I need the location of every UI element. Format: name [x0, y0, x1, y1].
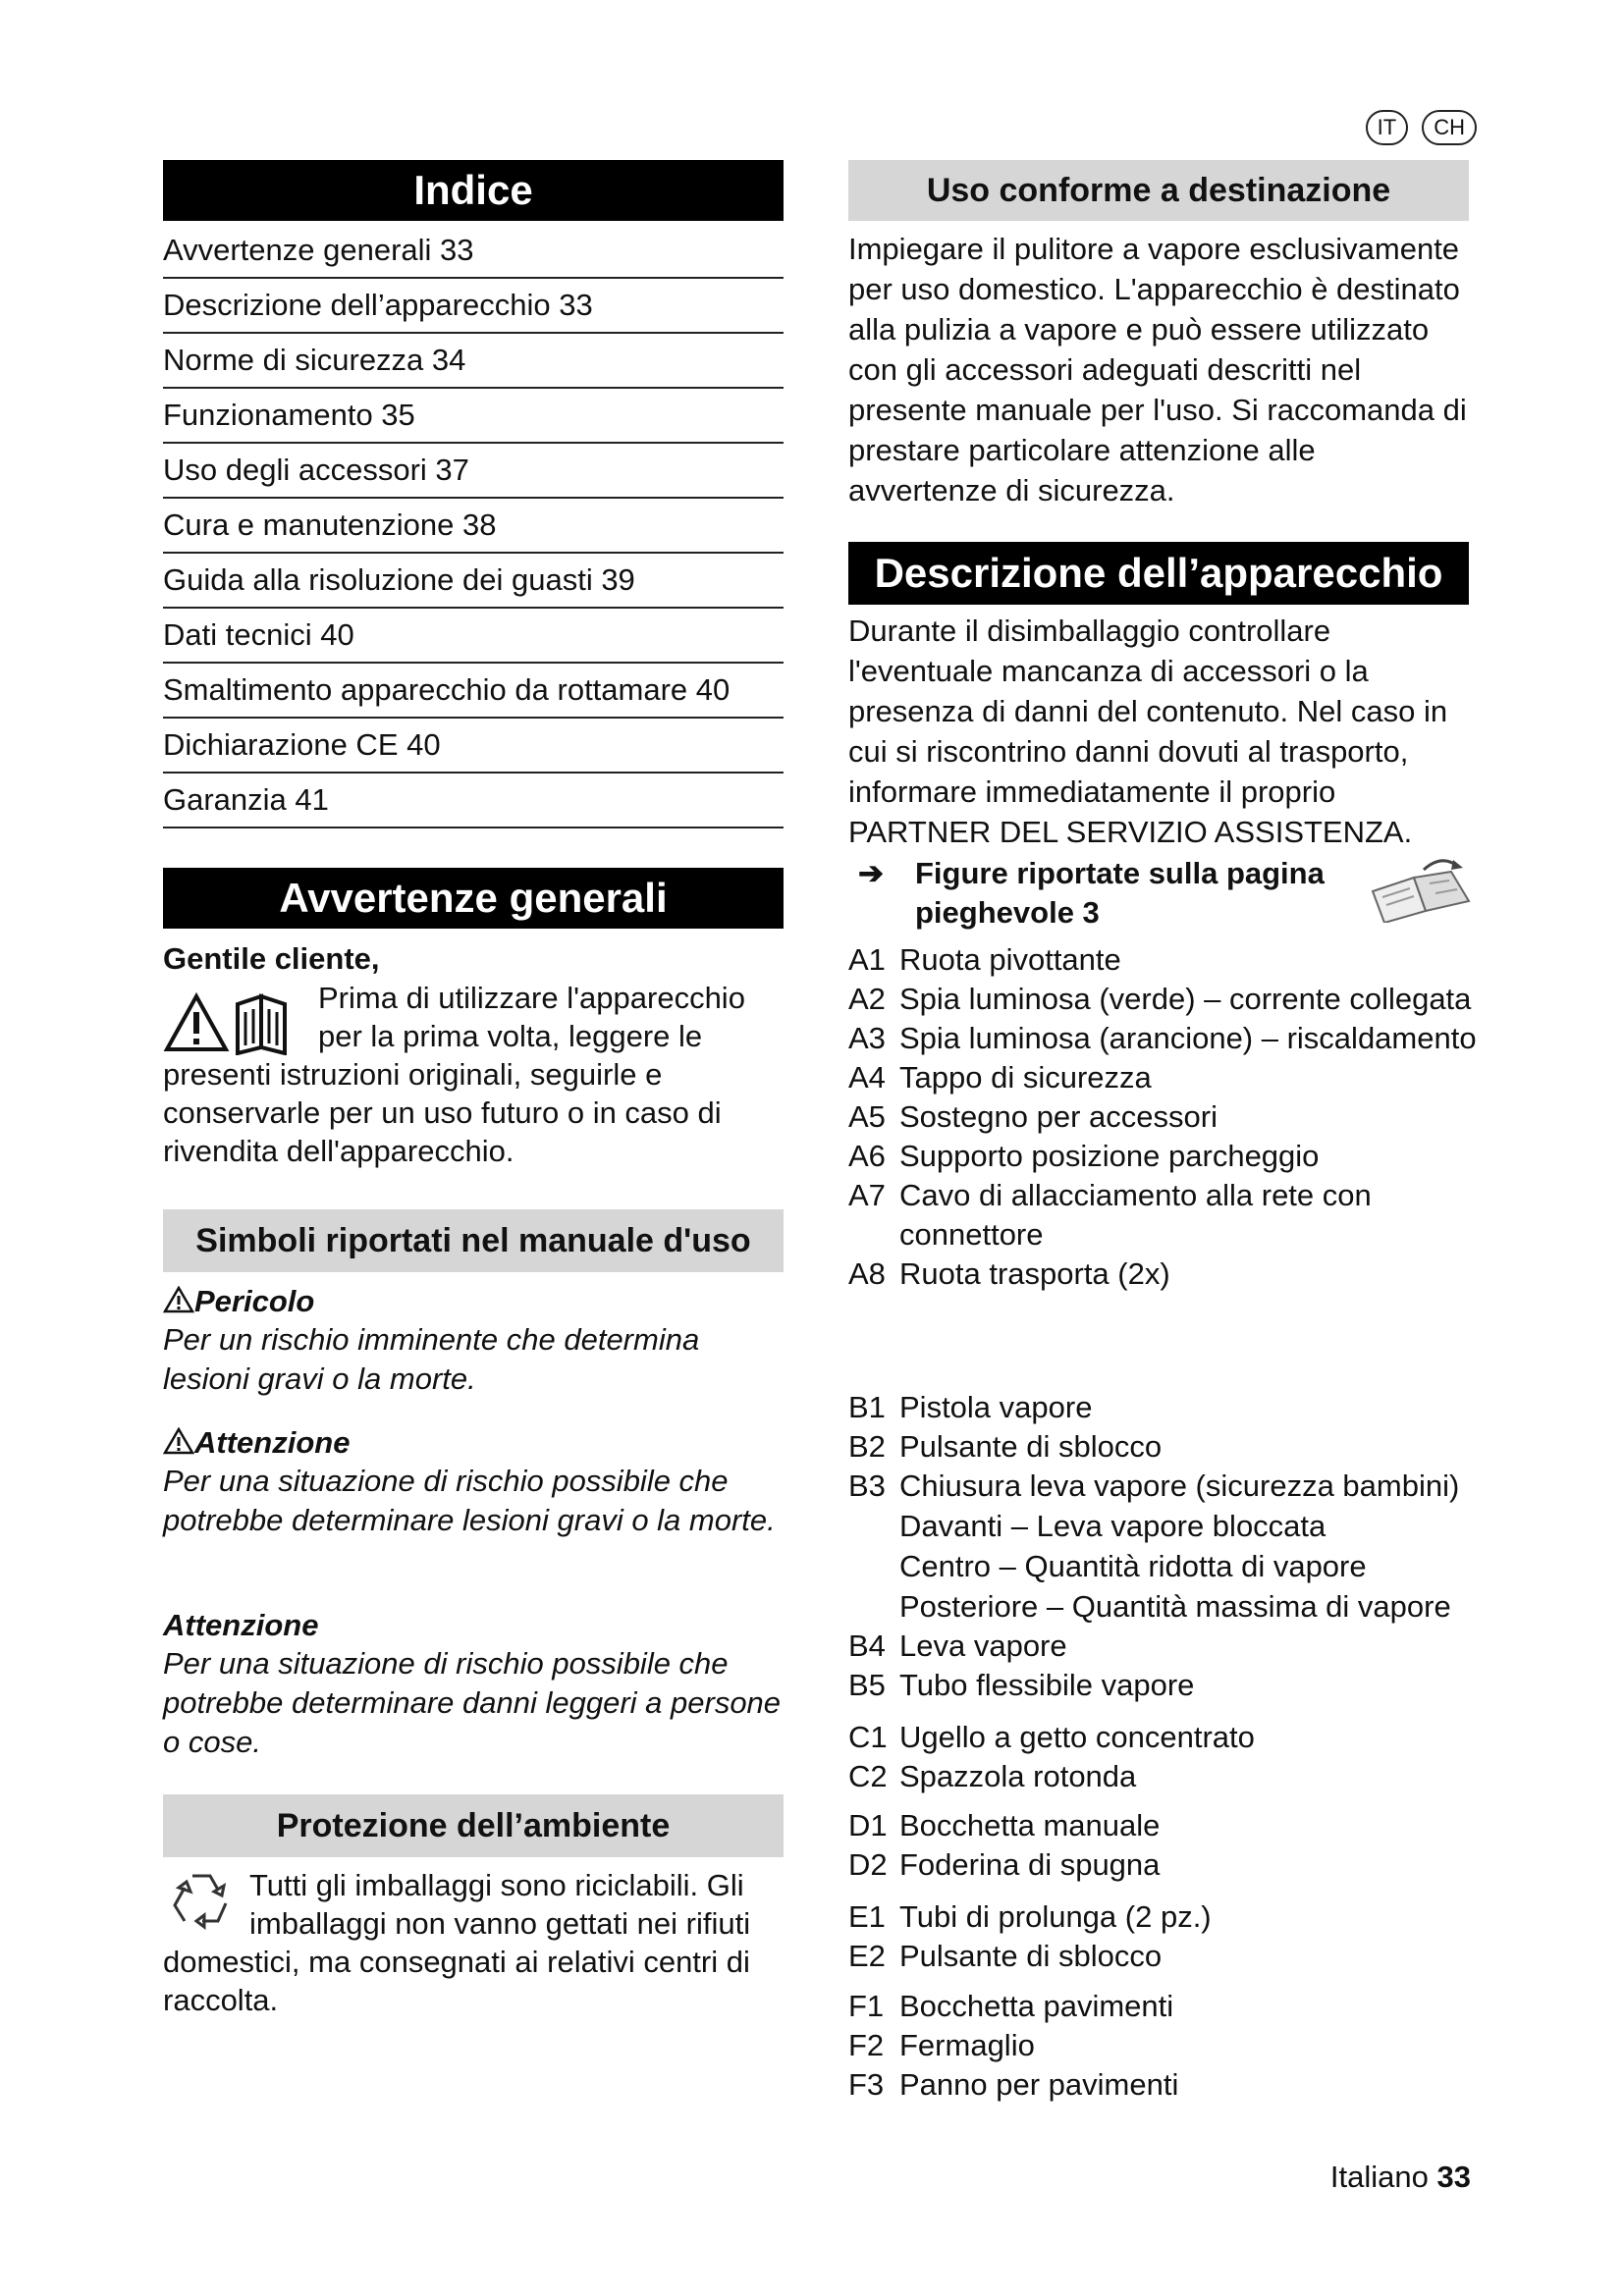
parts-list-d [848, 1806, 1477, 1885]
symbol-attenzione-severe [163, 1423, 784, 1540]
list-item: B1 Pistola vapore [848, 1390, 1093, 1424]
recycle-icon [163, 1866, 242, 1937]
sub-item: Davanti – Leva vapore bloccata [899, 1509, 1326, 1543]
list-item: F1 Bocchetta pavimenti [848, 1989, 1174, 2023]
foldout-page-icon [1367, 854, 1477, 923]
figure-reference-text: Figure riportate sulla pagina pieghevole 3 [915, 856, 1325, 930]
list-item: A1 Ruota pivottante [848, 942, 1121, 977]
parts-list-b [848, 1388, 1477, 1506]
toc-title: Indice [163, 160, 784, 221]
list-item: D1 Bocchetta manuale [848, 1808, 1161, 1842]
section-title-descrizione: Descrizione dell’apparecchio [848, 542, 1469, 605]
language-badges [1366, 110, 1477, 145]
attenzione-light-heading: Attenzione [163, 1608, 319, 1642]
attenzione-light-text: Per una situazione di rischio possibile che potrebbe determinare danni leggeri a persone o cose. [163, 1646, 782, 1759]
attenzione-text: Per una situazione di rischio possibile che potrebbe determinare lesioni gravi o la morte. [163, 1464, 776, 1537]
protezione-paragraph [163, 1866, 784, 2019]
parts-list-c [848, 1718, 1477, 1796]
list-item: A5 Sostegno per accessori [848, 1099, 1218, 1134]
toc-item[interactable]: Dichiarazione CE 40 [163, 719, 784, 774]
attenzione-heading: Attenzione [194, 1425, 351, 1460]
list-item: B4 Leva vapore [848, 1629, 1067, 1663]
parts-list-f [848, 1987, 1477, 2105]
list-item: C2 Spazzola rotonda [848, 1759, 1137, 1793]
list-item: F2 Fermaglio [848, 2028, 1035, 2062]
list-item: F3 Panno per pavimenti [848, 2067, 1179, 2102]
section-title-uso: Uso conforme a destinazione [848, 160, 1469, 221]
protezione-text: Tutti gli imballaggi sono riciclabili. Gli imballaggi non vanno gettati nei rifiuti domestici, ma consegnati ai relativi centri di raccolta. [163, 1868, 751, 2017]
descrizione-text: Durante il disimballaggio controllare l'eventuale mancanza di accessori o la presenza di danni del contenuto. Nel caso in cui si riscontrino danni dovuti al trasporto, informare immediatamente il proprio PARTNER DEL SERVIZIO ASSISTENZA. [848, 614, 1448, 849]
toc-item[interactable]: Garanzia 41 [163, 774, 784, 828]
list-item: A6 Supporto posizione parcheggio [848, 1139, 1320, 1173]
pericolo-heading: Pericolo [194, 1284, 315, 1318]
section-title-avvertenze: Avvertenze generali [163, 868, 784, 929]
table-of-contents [163, 224, 784, 828]
toc-item[interactable]: Guida alla risoluzione dei guasti 39 [163, 554, 784, 609]
list-item: A7 Cavo di allacciamento alla rete con connettore [848, 1178, 1372, 1252]
toc-item[interactable]: Cura e manutenzione 38 [163, 499, 784, 554]
intro-text: Prima di utilizzare l'apparecchio per la prima volta, leggere le presenti istruzioni originali, seguirle e conservarle per un uso futuro o in caso di rivendita dell'apparecchio. [163, 981, 745, 1168]
footer-language: Italiano [1329, 2160, 1429, 2194]
page-footer [1330, 2158, 1471, 2197]
list-item: E2 Pulsante di sblocco [848, 1939, 1163, 1973]
toc-item[interactable]: Avvertenze generali 33 [163, 224, 784, 279]
section-title-protezione: Protezione dell’ambiente [163, 1794, 784, 1857]
list-item: E1 Tubi di prolunga (2 pz.) [848, 1899, 1212, 1934]
section-title-simboli: Simboli riportati nel manuale d'uso [163, 1209, 784, 1272]
warning-triangle-icon [163, 1427, 194, 1455]
toc-item[interactable]: Dati tecnici 40 [163, 609, 784, 664]
warning-manual-icon [163, 979, 310, 1055]
toc-item[interactable]: Norme di sicurezza 34 [163, 334, 784, 389]
pericolo-text: Per un rischio imminente che determina lesioni gravi o la morte. [163, 1322, 700, 1396]
list-item: A8 Ruota trasporta (2x) [848, 1256, 1170, 1291]
warning-triangle-icon [163, 1286, 194, 1313]
symbol-pericolo [163, 1282, 784, 1399]
page-number: 33 [1436, 2160, 1471, 2194]
sub-item: Posteriore – Quantità massima di vapore [899, 1589, 1451, 1624]
b3-sub-list [848, 1506, 1451, 1627]
list-item: A4 Tappo di sicurezza [848, 1060, 1152, 1095]
intro-paragraph [163, 979, 784, 1170]
arrow-right-icon: ➔ [858, 856, 884, 890]
list-item: A2 Spia luminosa (verde) – corrente collegata [848, 982, 1472, 1016]
parts-list-e [848, 1897, 1477, 1976]
uso-text: Impiegare il pulitore a vapore esclusivamente per uso domestico. L'apparecchio è destinato alla pulizia a vapore e può essere utilizzato con gli accessori adeguati descritti nel presente manuale per l'uso. Si raccomanda di prestare particolare attenzione alle avvertenze di sicurezza. [848, 232, 1467, 507]
parts-list-a [848, 940, 1477, 1294]
list-item: B5 Tubo flessibile vapore [848, 1668, 1195, 1702]
toc-item[interactable]: Funzionamento 35 [163, 389, 784, 444]
list-item: A3 Spia luminosa (arancione) – riscaldamento [848, 1021, 1477, 1055]
list-item: B2 Pulsante di sblocco [848, 1429, 1163, 1464]
list-item: D2 Foderina di spugna [848, 1847, 1161, 1882]
list-item: B3 Chiusura leva vapore (sicurezza bambini) [848, 1468, 1460, 1503]
sub-item: Centro – Quantità ridotta di vapore [899, 1549, 1367, 1583]
toc-item[interactable]: Descrizione dell’apparecchio 33 [163, 279, 784, 334]
toc-item[interactable]: Smaltimento apparecchio da rottamare 40 [163, 664, 784, 719]
figure-reference [848, 854, 1477, 934]
lang-badge-ch: CH [1422, 110, 1477, 145]
toc-item[interactable]: Uso degli accessori 37 [163, 444, 784, 499]
parts-list-b2 [848, 1627, 1477, 1705]
salutation: Gentile cliente, [163, 941, 380, 976]
list-item: C1 Ugello a getto concentrato [848, 1720, 1255, 1754]
symbol-attenzione-light [163, 1606, 784, 1762]
lang-badge-it: IT [1366, 110, 1409, 145]
